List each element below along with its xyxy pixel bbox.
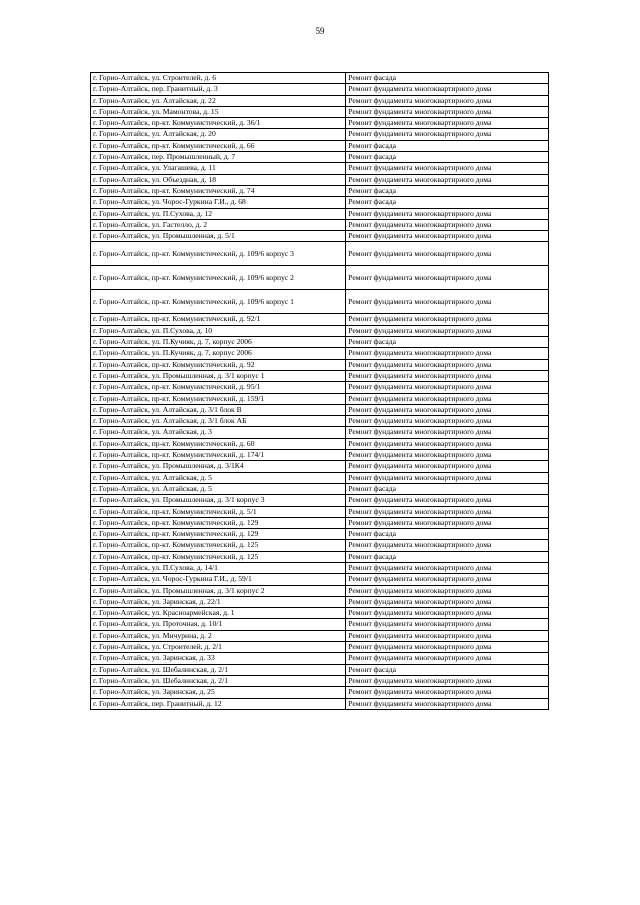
address-cell: г. Горно-Алтайск, пр-кт. Коммунистический, д. 174/1 (91, 450, 346, 461)
work-type-cell: Ремонт фундамента многоквартирного дома (346, 427, 549, 438)
table-row (91, 619, 549, 630)
work-type-cell: Ремонт фундамента многоквартирного дома (346, 438, 549, 449)
table-row (91, 642, 549, 653)
work-type-cell: Ремонт фундамента многоквартирного дома (346, 129, 549, 140)
table-row (91, 438, 549, 449)
table-row (91, 698, 549, 709)
table-row (91, 551, 549, 562)
work-type-cell: Ремонт фундамента многоквартирного дома (346, 174, 549, 185)
address-cell: г. Горно-Алтайск, пер. Гранитный, д. 3 (91, 84, 346, 95)
address-cell: г. Горно-Алтайск, ул. Промышленная, д. 5/1 (91, 231, 346, 242)
work-type-cell: Ремонт фундамента многоквартирного дома (346, 242, 549, 266)
table-row (91, 266, 549, 290)
address-cell: г. Горно-Алтайск, пр-кт. Коммунистический, д. 129 (91, 529, 346, 540)
address-cell: г. Горно-Алтайск, ул. Объездная, д. 18 (91, 174, 346, 185)
address-cell: г. Горно-Алтайск, пр-кт. Коммунистический, д. 109/6 корпус 3 (91, 242, 346, 266)
page-number: 59 (315, 26, 325, 36)
address-cell: г. Горно-Алтайск, пр-кт. Коммунистический, д. 66 (91, 140, 346, 151)
work-type-cell: Ремонт фасада (346, 529, 549, 540)
address-cell: г. Горно-Алтайск, пр-кт. Коммунистический, д. 36/1 (91, 118, 346, 129)
address-cell: г. Горно-Алтайск, ул. П.Кучияк, д. 7, корпус 2006 (91, 337, 346, 348)
table-row (91, 129, 549, 140)
work-type-cell: Ремонт фундамента многоквартирного дома (346, 517, 549, 528)
work-type-cell: Ремонт фундамента многоквартирного дома (346, 208, 549, 219)
address-cell: г. Горно-Алтайск, пр-кт. Коммунистический, д. 92 (91, 359, 346, 370)
address-cell: г. Горно-Алтайск, ул. Заринская, д. 22/1 (91, 596, 346, 607)
address-cell: г. Горно-Алтайск, пр-кт. Коммунистический, д. 95/1 (91, 382, 346, 393)
address-cell: г. Горно-Алтайск, ул. Алтайская, д. 5 (91, 483, 346, 494)
table-row (91, 348, 549, 359)
work-type-cell: Ремонт фасада (346, 551, 549, 562)
table-row (91, 664, 549, 675)
address-cell: г. Горно-Алтайск, ул. П.Сухова, д. 10 (91, 325, 346, 336)
address-cell: г. Горно-Алтайск, ул. Промышленная, д. 3/1 корпус 3 (91, 495, 346, 506)
table-row (91, 608, 549, 619)
table-row (91, 242, 549, 266)
table-row (91, 106, 549, 117)
work-type-cell: Ремонт фундамента многоквартирного дома (346, 163, 549, 174)
table-row (91, 118, 549, 129)
work-type-cell: Ремонт фундамента многоквартирного дома (346, 450, 549, 461)
address-cell: г. Горно-Алтайск, ул. Промышленная, д. 3/1К4 (91, 461, 346, 472)
work-type-cell: Ремонт фундамента многоквартирного дома (346, 495, 549, 506)
work-type-cell: Ремонт фундамента многоквартирного дома (346, 84, 549, 95)
work-type-cell: Ремонт фундамента многоквартирного дома (346, 630, 549, 641)
table-row (91, 84, 549, 95)
work-type-cell: Ремонт фасада (346, 664, 549, 675)
work-type-cell: Ремонт фундамента многоквартирного дома (346, 95, 549, 106)
address-cell: г. Горно-Алтайск, ул. Строителей, д. 6 (91, 73, 346, 84)
work-type-cell: Ремонт фундамента многоквартирного дома (346, 461, 549, 472)
work-type-cell: Ремонт фундамента многоквартирного дома (346, 348, 549, 359)
address-cell: г. Горно-Алтайск, пр-кт. Коммунистический, д. 109/6 корпус 1 (91, 290, 346, 314)
address-cell: г. Горно-Алтайск, пр-кт. Коммунистический, д. 92/1 (91, 314, 346, 325)
table-row (91, 630, 549, 641)
table-row (91, 416, 549, 427)
address-cell: г. Горно-Алтайск, пр-кт. Коммунистический, д. 109/6 корпус 2 (91, 266, 346, 290)
work-type-cell: Ремонт фундамента многоквартирного дома (346, 314, 549, 325)
work-type-cell: Ремонт фундамента многоквартирного дома (346, 370, 549, 381)
work-type-cell: Ремонт фундамента многоквартирного дома (346, 562, 549, 573)
table-row (91, 185, 549, 196)
table-row (91, 95, 549, 106)
address-cell: г. Горно-Алтайск, ул. Чорос-Гуркина Г.И., д. 59/1 (91, 574, 346, 585)
table-row (91, 219, 549, 230)
work-type-cell: Ремонт фундамента многоквартирного дома (346, 382, 549, 393)
table-row (91, 325, 549, 336)
address-cell: г. Горно-Алтайск, ул. Заринская, д. 33 (91, 653, 346, 664)
table-row (91, 337, 549, 348)
address-cell: г. Горно-Алтайск, пр-кт. Коммунистический, д. 125 (91, 540, 346, 551)
address-cell: г. Горно-Алтайск, ул. Алтайская, д. 22 (91, 95, 346, 106)
work-type-cell: Ремонт фасада (346, 140, 549, 151)
table-row (91, 687, 549, 698)
table-row (91, 197, 549, 208)
work-type-cell: Ремонт фундамента многоквартирного дома (346, 506, 549, 517)
table-row (91, 290, 549, 314)
address-cell: г. Горно-Алтайск, пер. Гранитный, д. 12 (91, 698, 346, 709)
work-type-cell: Ремонт фундамента многоквартирного дома (346, 118, 549, 129)
address-cell: г. Горно-Алтайск, ул. Строителей, д. 2/1 (91, 642, 346, 653)
address-cell: г. Горно-Алтайск, ул. П.Кучияк, д. 7, корпус 2006 (91, 348, 346, 359)
address-cell: г. Горно-Алтайск, ул. Алтайская, д. 3/1 блок В (91, 404, 346, 415)
work-type-cell: Ремонт фундамента многоквартирного дома (346, 231, 549, 242)
table-row (91, 529, 549, 540)
table-row (91, 152, 549, 163)
address-cell: г. Горно-Алтайск, ул. П.Сухова, д. 12 (91, 208, 346, 219)
address-cell: г. Горно-Алтайск, ул. Алтайская, д. 3/1 блок АБ (91, 416, 346, 427)
address-cell: г. Горно-Алтайск, ул. Улагашева, д. 11 (91, 163, 346, 174)
work-type-cell: Ремонт фундамента многоквартирного дома (346, 325, 549, 336)
address-cell: г. Горно-Алтайск, пр-кт. Коммунистический, д. 74 (91, 185, 346, 196)
table-row (91, 450, 549, 461)
work-type-cell: Ремонт фундамента многоквартирного дома (346, 359, 549, 370)
table-row (91, 596, 549, 607)
table-row (91, 653, 549, 664)
table-row (91, 472, 549, 483)
work-type-cell: Ремонт фундамента многоквартирного дома (346, 290, 549, 314)
work-type-cell: Ремонт фундамента многоквартирного дома (346, 574, 549, 585)
work-type-cell: Ремонт фундамента многоквартирного дома (346, 393, 549, 404)
work-type-cell: Ремонт фундамента многоквартирного дома (346, 687, 549, 698)
table-row (91, 461, 549, 472)
table-row (91, 506, 549, 517)
address-cell: г. Горно-Алтайск, ул. Алтайская, д. 5 (91, 472, 346, 483)
table-row (91, 314, 549, 325)
table-row (91, 231, 549, 242)
address-cell: г. Горно-Алтайск, пр-кт. Коммунистический, д. 129 (91, 517, 346, 528)
work-type-cell: Ремонт фасада (346, 337, 549, 348)
work-type-cell: Ремонт фасада (346, 185, 549, 196)
address-cell: г. Горно-Алтайск, ул. Шебалинская, д. 2/1 (91, 675, 346, 686)
table-row (91, 427, 549, 438)
address-cell: г. Горно-Алтайск, ул. Промышленная, д. 3/1 корпус 1 (91, 370, 346, 381)
work-type-cell: Ремонт фундамента многоквартирного дома (346, 540, 549, 551)
work-type-cell: Ремонт фундамента многоквартирного дома (346, 416, 549, 427)
work-type-cell: Ремонт фундамента многоквартирного дома (346, 675, 549, 686)
work-type-cell: Ремонт фундамента многоквартирного дома (346, 266, 549, 290)
address-cell: г. Горно-Алтайск, ул. Заринская, д. 25 (91, 687, 346, 698)
table-body (91, 73, 549, 710)
table-row (91, 208, 549, 219)
address-cell: г. Горно-Алтайск, ул. П.Сухова, д. 14/1 (91, 562, 346, 573)
address-cell: г. Горно-Алтайск, ул. Проточная, д. 10/1 (91, 619, 346, 630)
table-row (91, 574, 549, 585)
table-row (91, 675, 549, 686)
work-type-cell: Ремонт фундамента многоквартирного дома (346, 596, 549, 607)
table-row (91, 517, 549, 528)
table-row (91, 382, 549, 393)
address-cell: г. Горно-Алтайск, ул. Алтайская, д. 20 (91, 129, 346, 140)
work-type-cell: Ремонт фундамента многоквартирного дома (346, 642, 549, 653)
address-cell: г. Горно-Алтайск, ул. Гастелло, д. 2 (91, 219, 346, 230)
work-type-cell: Ремонт фасада (346, 73, 549, 84)
table-row (91, 585, 549, 596)
work-type-cell: Ремонт фундамента многоквартирного дома (346, 219, 549, 230)
table-row (91, 370, 549, 381)
table-row (91, 393, 549, 404)
table-row (91, 540, 549, 551)
address-cell: г. Горно-Алтайск, пр-кт. Коммунистический, д. 60 (91, 438, 346, 449)
work-type-cell: Ремонт фундамента многоквартирного дома (346, 653, 549, 664)
address-cell: г. Горно-Алтайск, ул. Алтайская, д. 3 (91, 427, 346, 438)
work-type-cell: Ремонт фундамента многоквартирного дома (346, 619, 549, 630)
work-type-cell: Ремонт фундамента многоквартирного дома (346, 585, 549, 596)
work-type-cell: Ремонт фасада (346, 152, 549, 163)
address-cell: г. Горно-Алтайск, пер. Промышленный, д. 7 (91, 152, 346, 163)
table-row (91, 163, 549, 174)
table-row (91, 359, 549, 370)
address-cell: г. Горно-Алтайск, ул. Красноармейская, д. 1 (91, 608, 346, 619)
address-cell: г. Горно-Алтайск, ул. Мичурина, д. 2 (91, 630, 346, 641)
address-cell: г. Горно-Алтайск, ул. Чорос-Гуркина Г.И., д. 68 (91, 197, 346, 208)
work-type-cell: Ремонт фундамента многоквартирного дома (346, 404, 549, 415)
work-type-cell: Ремонт фундамента многоквартирного дома (346, 106, 549, 117)
table-row (91, 404, 549, 415)
table-row (91, 73, 549, 84)
work-type-cell: Ремонт фундамента многоквартирного дома (346, 608, 549, 619)
address-cell: г. Горно-Алтайск, пр-кт. Коммунистический, д. 125 (91, 551, 346, 562)
table-row (91, 140, 549, 151)
address-cell: г. Горно-Алтайск, пр-кт. Коммунистический, д. 159/1 (91, 393, 346, 404)
work-type-cell: Ремонт фасада (346, 197, 549, 208)
work-type-cell: Ремонт фундамента многоквартирного дома (346, 698, 549, 709)
address-cell: г. Горно-Алтайск, ул. Промышленная, д. 3/1 корпус 2 (91, 585, 346, 596)
repair-works-table (90, 72, 549, 710)
work-type-cell: Ремонт фундамента многоквартирного дома (346, 472, 549, 483)
table-row (91, 483, 549, 494)
table-row (91, 495, 549, 506)
work-type-cell: Ремонт фасада (346, 483, 549, 494)
address-cell: г. Горно-Алтайск, ул. Мамонтова, д. 15 (91, 106, 346, 117)
table-row (91, 174, 549, 185)
table-row (91, 562, 549, 573)
address-cell: г. Горно-Алтайск, ул. Шебалинская, д. 2/1 (91, 664, 346, 675)
address-cell: г. Горно-Алтайск, пр-кт. Коммунистический, д. 5/1 (91, 506, 346, 517)
